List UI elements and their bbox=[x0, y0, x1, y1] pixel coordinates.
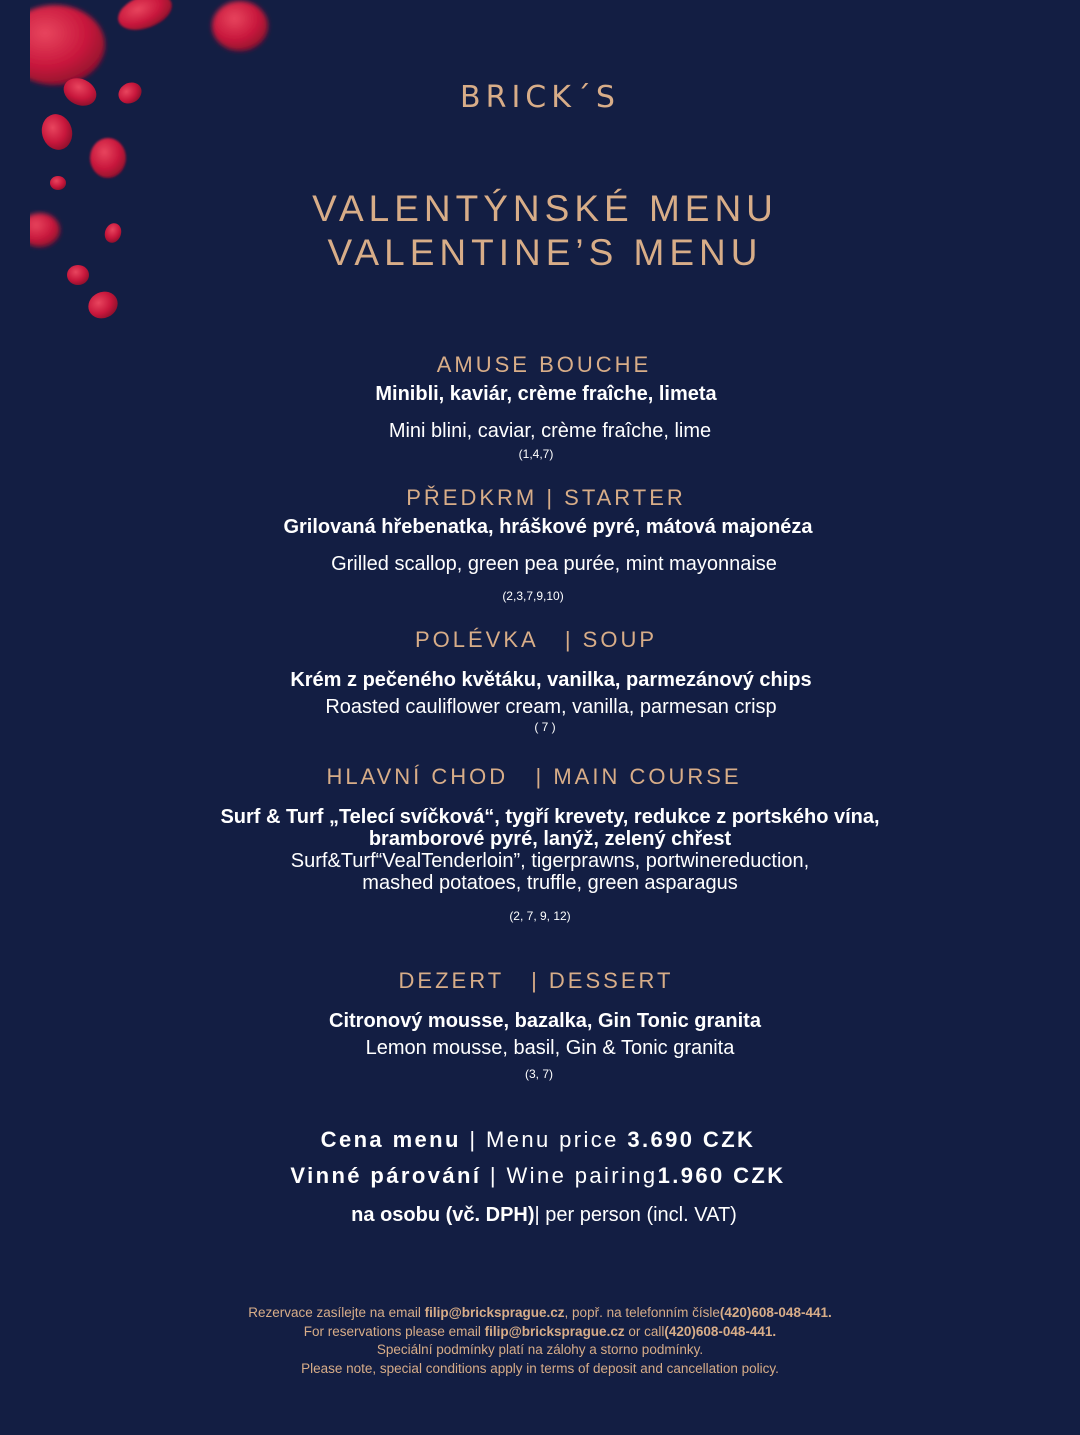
phone-link[interactable]: (420)608-048-441. bbox=[719, 1305, 832, 1320]
section-heading-amuse: AMUSE BOUCHE bbox=[436, 352, 652, 377]
email-link[interactable]: filip@bricksprague.cz bbox=[424, 1305, 565, 1320]
dish-name-cz: Grilovaná hřebenatka, hráškové pyré, mátová majonéza bbox=[283, 516, 813, 538]
rose-petals-image bbox=[30, 0, 290, 330]
allergens: ( 7 ) bbox=[534, 720, 556, 734]
dish-name-en: Grilled scallop, green pea purée, mint mayonnaise bbox=[331, 553, 777, 575]
footer-text: Rezervace zasílejte na email bbox=[248, 1305, 425, 1320]
email-link[interactable]: filip@bricksprague.cz bbox=[484, 1323, 625, 1339]
section-heading-soup: POLÉVKA | SOUP bbox=[414, 627, 657, 652]
dish-name-en: Roasted cauliflower cream, vanilla, parmesan crisp bbox=[325, 696, 777, 718]
wine-pairing-value: 1.960 CZK bbox=[657, 1163, 786, 1188]
allergens: (1,4,7) bbox=[518, 447, 554, 461]
reservation-footer bbox=[0, 1304, 1080, 1378]
menu-price-label-cz: Cena menu bbox=[320, 1127, 461, 1152]
footer-conditions-en: Please note, special conditions apply in terms of deposit and cancellation policy. bbox=[301, 1360, 779, 1376]
allergens: (3, 7) bbox=[524, 1067, 553, 1081]
dish-name-cz-line1: Surf & Turf „Telecí svíčková“, tygří krevety, redukce z portského vína, bbox=[220, 806, 880, 828]
section-heading-starter: PŘEDKRM | STARTER bbox=[406, 485, 686, 510]
dish-name-en-line1: Surf&Turf“VealTenderloin”, tigerprawns, portwinereduction, bbox=[290, 850, 810, 872]
per-person-cz: na osobu (vč. DPH) bbox=[351, 1204, 535, 1226]
footer-text: or call bbox=[624, 1323, 665, 1339]
footer-text: , popř. na telefonním čísle bbox=[564, 1305, 720, 1320]
dish-name-cz: Krém z pečeného květáku, vanilka, parmezánový chips bbox=[290, 669, 812, 691]
phone-link[interactable]: (420)608-048-441. bbox=[664, 1323, 777, 1339]
allergens: (2, 7, 9, 12) bbox=[509, 909, 571, 923]
dish-name-en: Lemon mousse, basil, Gin & Tonic granita bbox=[365, 1037, 735, 1059]
menu-price-value: 3.690 CZK bbox=[627, 1127, 756, 1152]
wine-pairing-line bbox=[0, 1163, 1078, 1189]
section-heading-main: HLAVNÍ CHOD | MAIN COURSE bbox=[326, 764, 742, 789]
menu-price-label-en: | Menu price bbox=[469, 1127, 619, 1152]
wine-pairing-label-cz: Vinné párování bbox=[290, 1163, 482, 1188]
allergens: (2,3,7,9,10) bbox=[502, 589, 564, 603]
brand-logo: BRICK´S bbox=[460, 80, 620, 115]
dish-name-en-line2: mashed potatoes, truffle, green asparagus bbox=[362, 872, 738, 894]
dish-name-en: Mini blini, caviar, crème fraîche, lime bbox=[388, 420, 712, 442]
footer-line-cz bbox=[0, 1304, 1080, 1323]
footer-line-en bbox=[0, 1323, 1080, 1342]
title-en: VALENTINE’S MENU bbox=[327, 232, 763, 273]
rose-petals-decoration bbox=[30, 0, 290, 330]
menu-price-line bbox=[0, 1127, 1078, 1153]
footer-text: For reservations please email bbox=[303, 1323, 485, 1339]
section-heading-dessert: DEZERT | DESSERT bbox=[398, 968, 674, 993]
dish-name-cz: Citronový mousse, bazalka, Gin Tonic granita bbox=[329, 1010, 761, 1032]
title-cz: VALENTÝNSKÉ MENU bbox=[312, 188, 778, 229]
per-person-en: | per person (incl. VAT) bbox=[534, 1204, 737, 1226]
wine-pairing-label-en: | Wine pairing bbox=[489, 1163, 658, 1188]
footer-conditions-cz: Speciální podmínky platí na zálohy a storno podmínky. bbox=[376, 1342, 704, 1357]
per-person-note bbox=[4, 1204, 1080, 1227]
dish-name-cz: Minibli, kaviár, crème fraîche, limeta bbox=[375, 383, 717, 405]
dish-name-cz-line2: bramborové pyré, lanýž, zelený chřest bbox=[368, 828, 732, 850]
